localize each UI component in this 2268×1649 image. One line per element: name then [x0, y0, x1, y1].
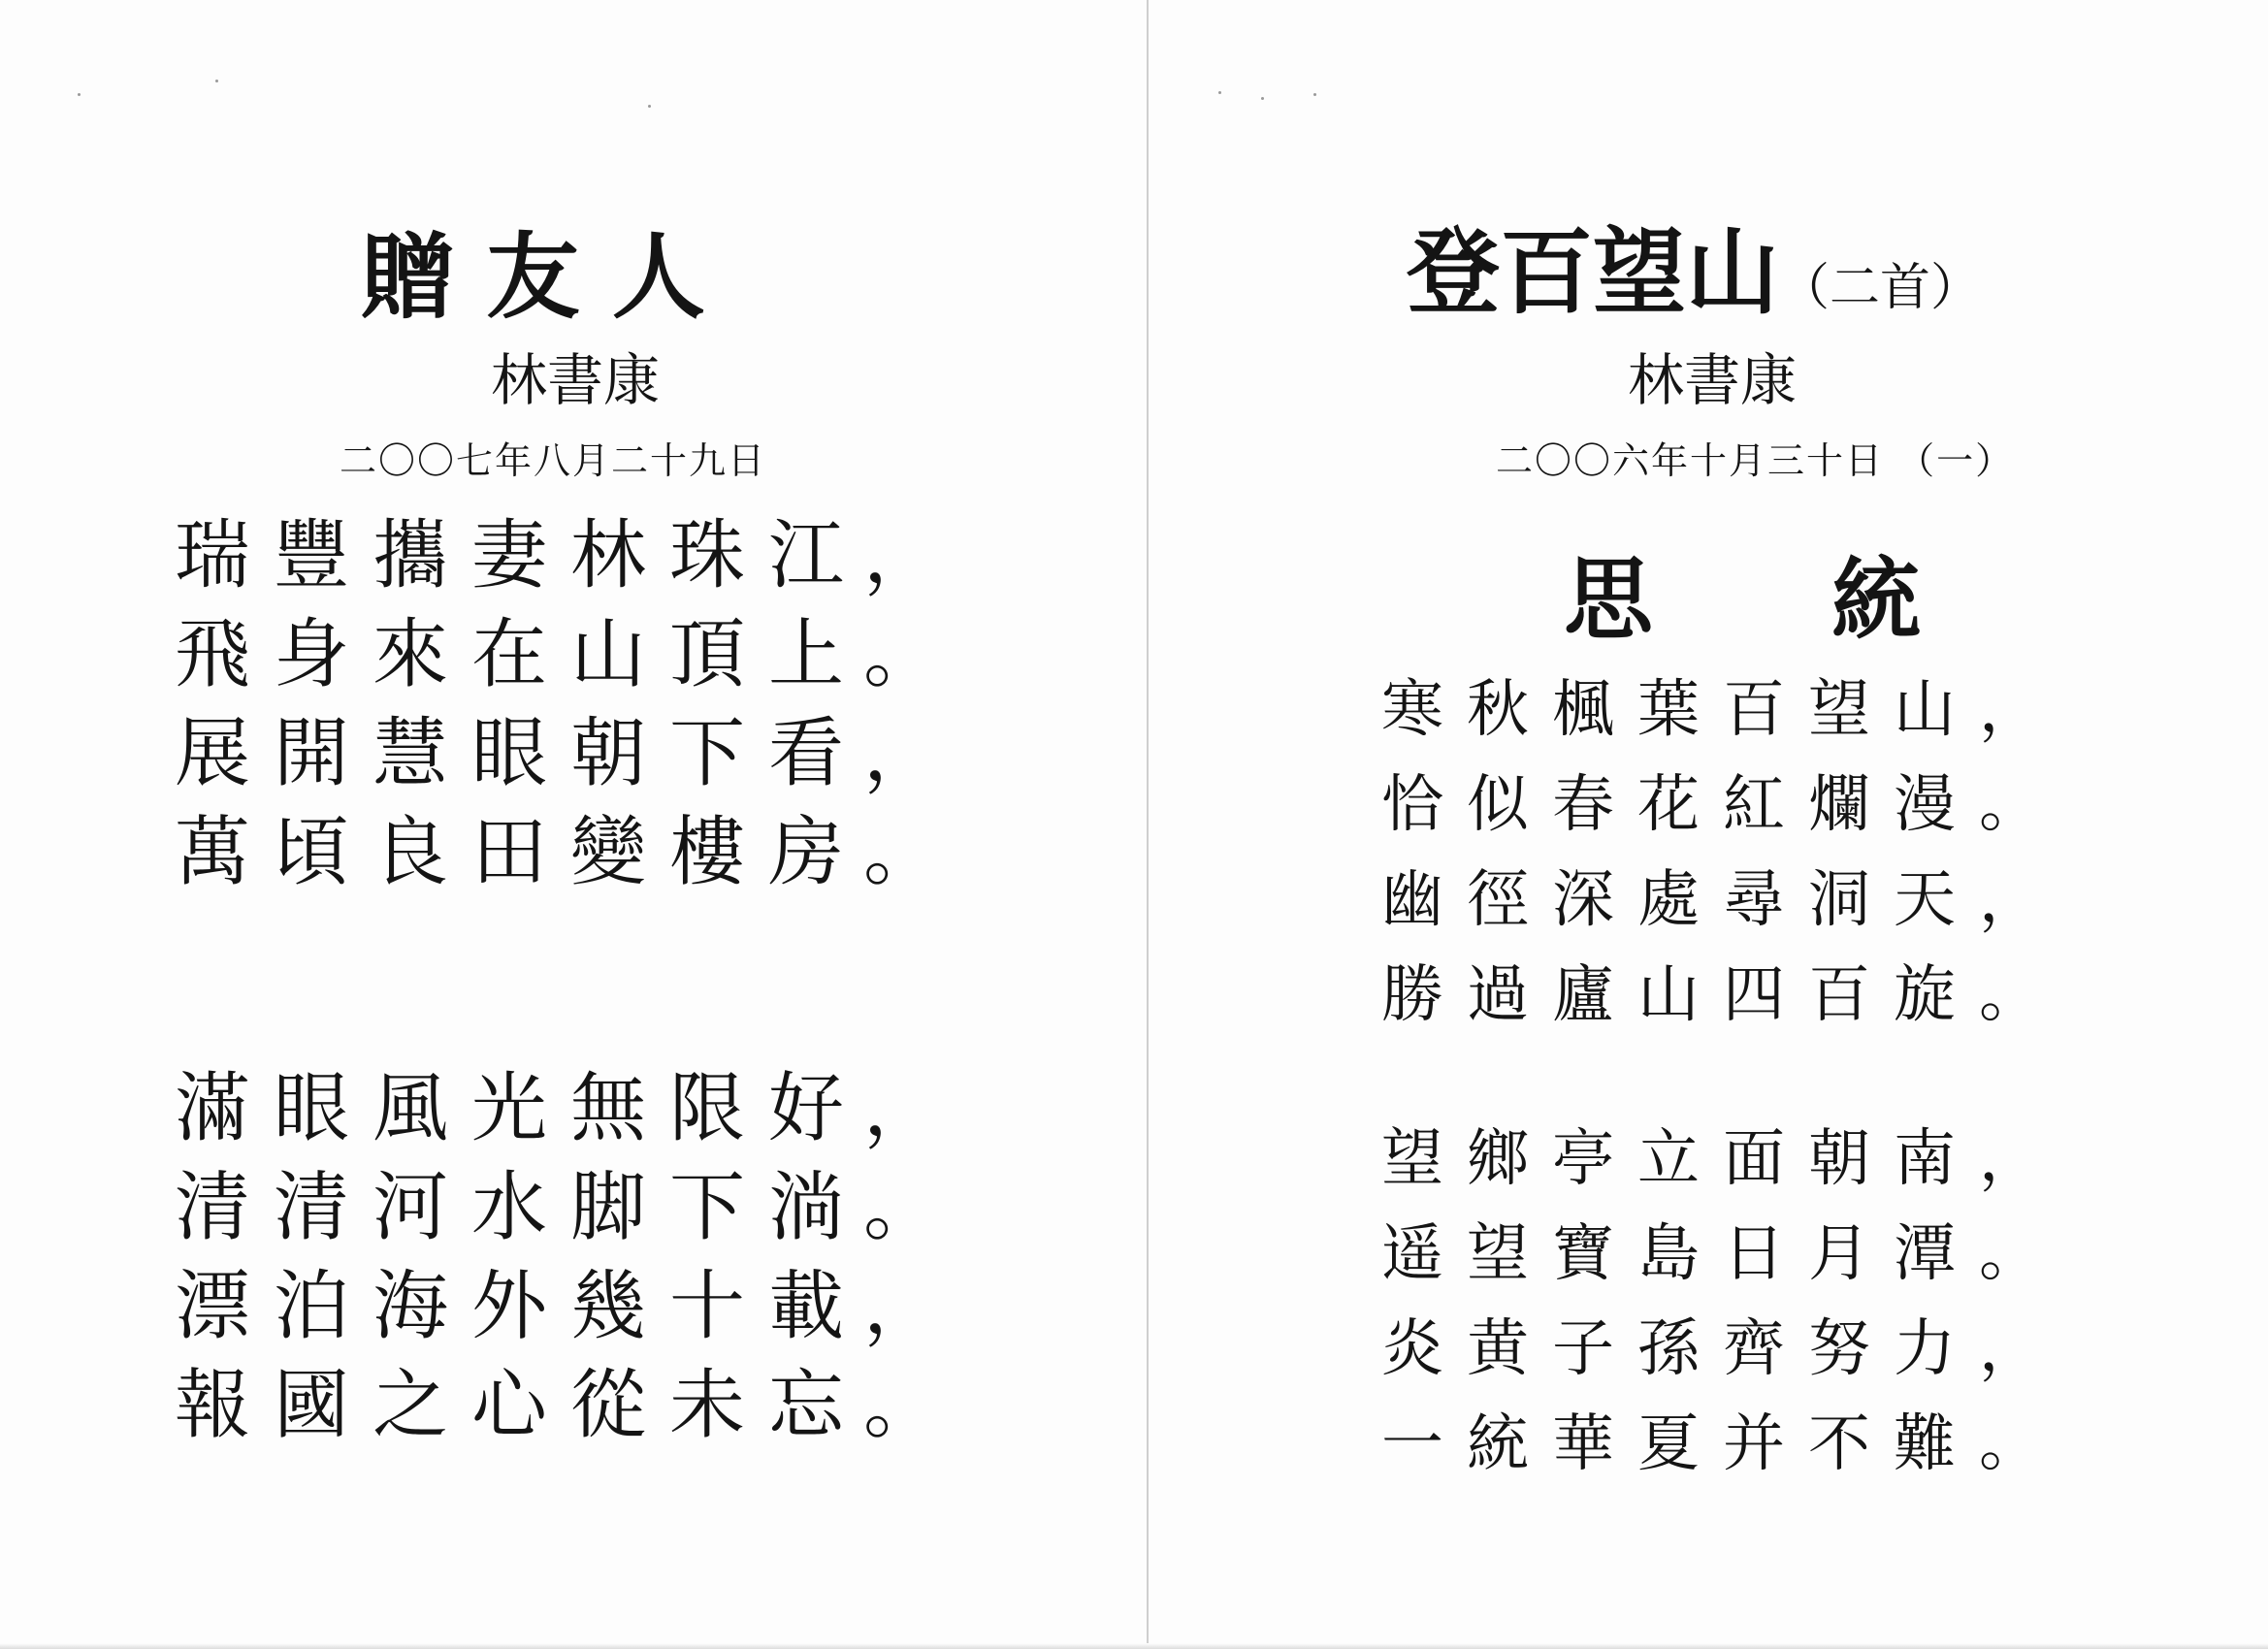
poem-line	[1370, 1296, 2041, 1391]
poem-line	[163, 500, 940, 599]
left-stanza-1	[163, 500, 940, 896]
poem-line-text: 寒 秋 楓 葉 百 望 山	[1381, 674, 1956, 746]
poem-line-punctuation: 。	[863, 1362, 940, 1449]
poem-line-punctuation: 。	[863, 1164, 940, 1251]
poem-line-punctuation: ，	[1979, 1313, 2041, 1385]
poem-line-text: 炎 黄 子 孫 齊 努 力	[1381, 1313, 1956, 1385]
scan-speck	[1218, 91, 1221, 94]
poem-line	[1370, 1391, 2041, 1486]
poem-line-punctuation: 。	[1979, 1218, 2041, 1290]
left-poem-title: 贈 友 人	[361, 222, 705, 332]
poem-line-text: 瑞 豐 攜 妻 林 珠 江	[174, 512, 844, 599]
poem-line-punctuation: ，	[863, 710, 940, 797]
right-poem-title	[1407, 199, 1981, 332]
poem-line	[1370, 657, 2041, 752]
poem-line	[1370, 1201, 2041, 1296]
poem-line-punctuation: ，	[863, 1065, 940, 1152]
poem-line	[163, 1349, 940, 1449]
poem-line-text: 飛 身 來 在 山 頂 上	[174, 611, 844, 698]
poem-line	[1370, 752, 2041, 847]
right-page	[1149, 0, 2268, 1649]
poem-line-punctuation: 。	[1979, 1408, 2041, 1480]
poem-line	[163, 598, 940, 698]
poem-line-text: 展 開 慧 眼 朝 下 看	[174, 710, 844, 797]
right-stanza-2	[1370, 1106, 2041, 1486]
poem-line-text: 勝 過 廬 山 四 百 旋	[1381, 959, 1956, 1031]
right-date: 二〇〇六年十月三十日 （一）	[1496, 439, 2015, 482]
poem-line-text: 恰 似 春 花 紅 爛 漫	[1381, 769, 1956, 841]
scan-speck	[1261, 97, 1264, 100]
poem-line	[1370, 847, 2041, 942]
scan-speck	[1313, 93, 1316, 96]
right-title-main: 登百望山	[1407, 217, 1779, 327]
poem-line-punctuation: 。	[1979, 959, 2041, 1031]
poem-line-punctuation: 。	[1979, 769, 2041, 841]
poem-line-text: 萬 頃 良 田 變 樓 房	[174, 809, 844, 896]
poem-line	[163, 1151, 940, 1251]
poem-line	[1370, 942, 2041, 1037]
poem-line-punctuation: 。	[863, 809, 940, 896]
right-subpoem-title: 思 統	[1564, 547, 1922, 652]
poem-line-text: 幽 徑 深 處 尋 洞 天	[1381, 864, 1956, 936]
right-title-suffix: （二首）	[1779, 259, 1982, 317]
poem-line	[163, 796, 940, 896]
poem-line-text: 報 國 之 心 從 未 忘	[174, 1362, 844, 1449]
right-stanza-1	[1370, 657, 2041, 1037]
poem-line	[163, 1250, 940, 1350]
poem-line	[1370, 1106, 2041, 1201]
poem-line	[163, 1052, 940, 1152]
left-stanza-2	[163, 1052, 940, 1449]
poem-line-text: 滿 眼 風 光 無 限 好	[174, 1065, 844, 1152]
poem-line-punctuation: ，	[863, 512, 940, 599]
scan-bottom-edge	[0, 1643, 2268, 1649]
poem-line	[163, 697, 940, 797]
poem-line-punctuation: ，	[863, 1263, 940, 1350]
poem-line-punctuation: ，	[1979, 864, 2041, 936]
scan-speck	[648, 105, 651, 108]
poem-line-text: 清 清 河 水 脚 下 淌	[174, 1164, 844, 1251]
scan-speck	[78, 93, 81, 96]
poem-line-punctuation: ，	[1979, 1123, 2041, 1195]
poem-line-text: 漂 泊 海 外 幾 十 載	[174, 1263, 844, 1350]
poem-line-text: 一 統 華 夏 并 不 難	[1381, 1408, 1956, 1480]
scan-speck	[215, 80, 218, 82]
poem-line-text: 望 鄉 亭 立 面 朝 南	[1381, 1123, 1956, 1195]
left-author: 林書康	[491, 347, 661, 413]
poem-line-text: 遥 望 寶 島 日 月 潭	[1381, 1218, 1956, 1290]
poem-line-punctuation: ，	[1979, 674, 2041, 746]
poem-line-punctuation: 。	[863, 611, 940, 698]
right-author: 林書康	[1628, 347, 1798, 413]
left-date: 二〇〇七年八月二十九日	[340, 439, 767, 482]
